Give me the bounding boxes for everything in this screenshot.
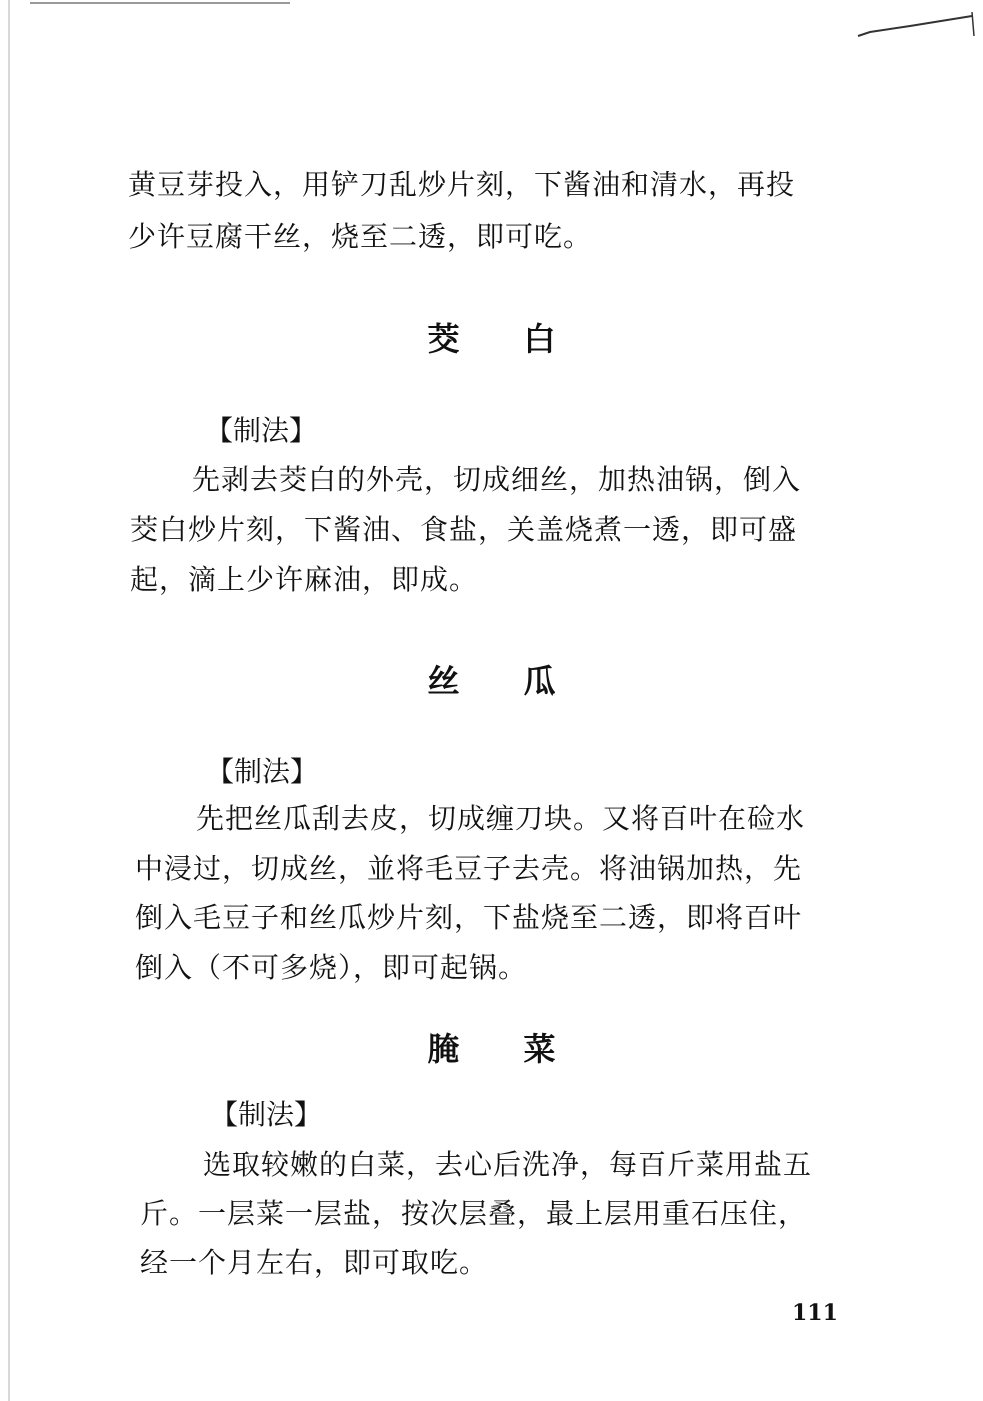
paragraph-line: 经一个月左右，即可取吃。 [140, 1246, 489, 1279]
method-label: 【制法】 [210, 1098, 323, 1131]
paragraph-line: 中浸过，切成丝，並将毛豆子去壳。将油锅加热，先 [135, 852, 803, 885]
pen-scratch-mark [850, 6, 980, 46]
paragraph-line: 斤。一层菜一层盐，按次层叠，最上层用重石压住， [140, 1197, 808, 1230]
paragraph-line: 倒入（不可多烧），即可起锅。 [135, 951, 528, 984]
section-title-jiaobai: 茭白 [427, 320, 620, 358]
section-title-yancai: 腌菜 [427, 1030, 620, 1068]
paragraph-line: 选取较嫩的白菜，去心后洗净，每百斤菜用盐五 [203, 1148, 813, 1181]
paragraph-line: 先剥去茭白的外壳，切成细丝，加热油锅，倒入 [192, 463, 802, 496]
method-label: 【制法】 [206, 755, 319, 788]
paragraph-line: 先把丝瓜刮去皮，切成缠刀块。又将百叶在硷水 [196, 802, 806, 835]
paragraph-line: 倒入毛豆子和丝瓜炒片刻，下盐烧至二透，即将百叶 [135, 901, 803, 934]
scan-top-rule [30, 2, 290, 4]
page-number: 111 [792, 1300, 838, 1326]
intro-line-2: 少许豆腐干丝，烧至二透，即可吃。 [128, 220, 593, 253]
intro-line-1: 黄豆芽投入，用铲刀乱炒片刻，下酱油和清水，再投 [128, 168, 796, 201]
method-label: 【制法】 [205, 414, 318, 447]
paragraph-line: 起，滴上少许麻油，即成。 [130, 563, 479, 596]
paragraph-line: 茭白炒片刻，下酱油、食盐，关盖烧煮一透，即可盛 [130, 513, 798, 546]
section-title-sigua: 丝瓜 [427, 662, 620, 700]
